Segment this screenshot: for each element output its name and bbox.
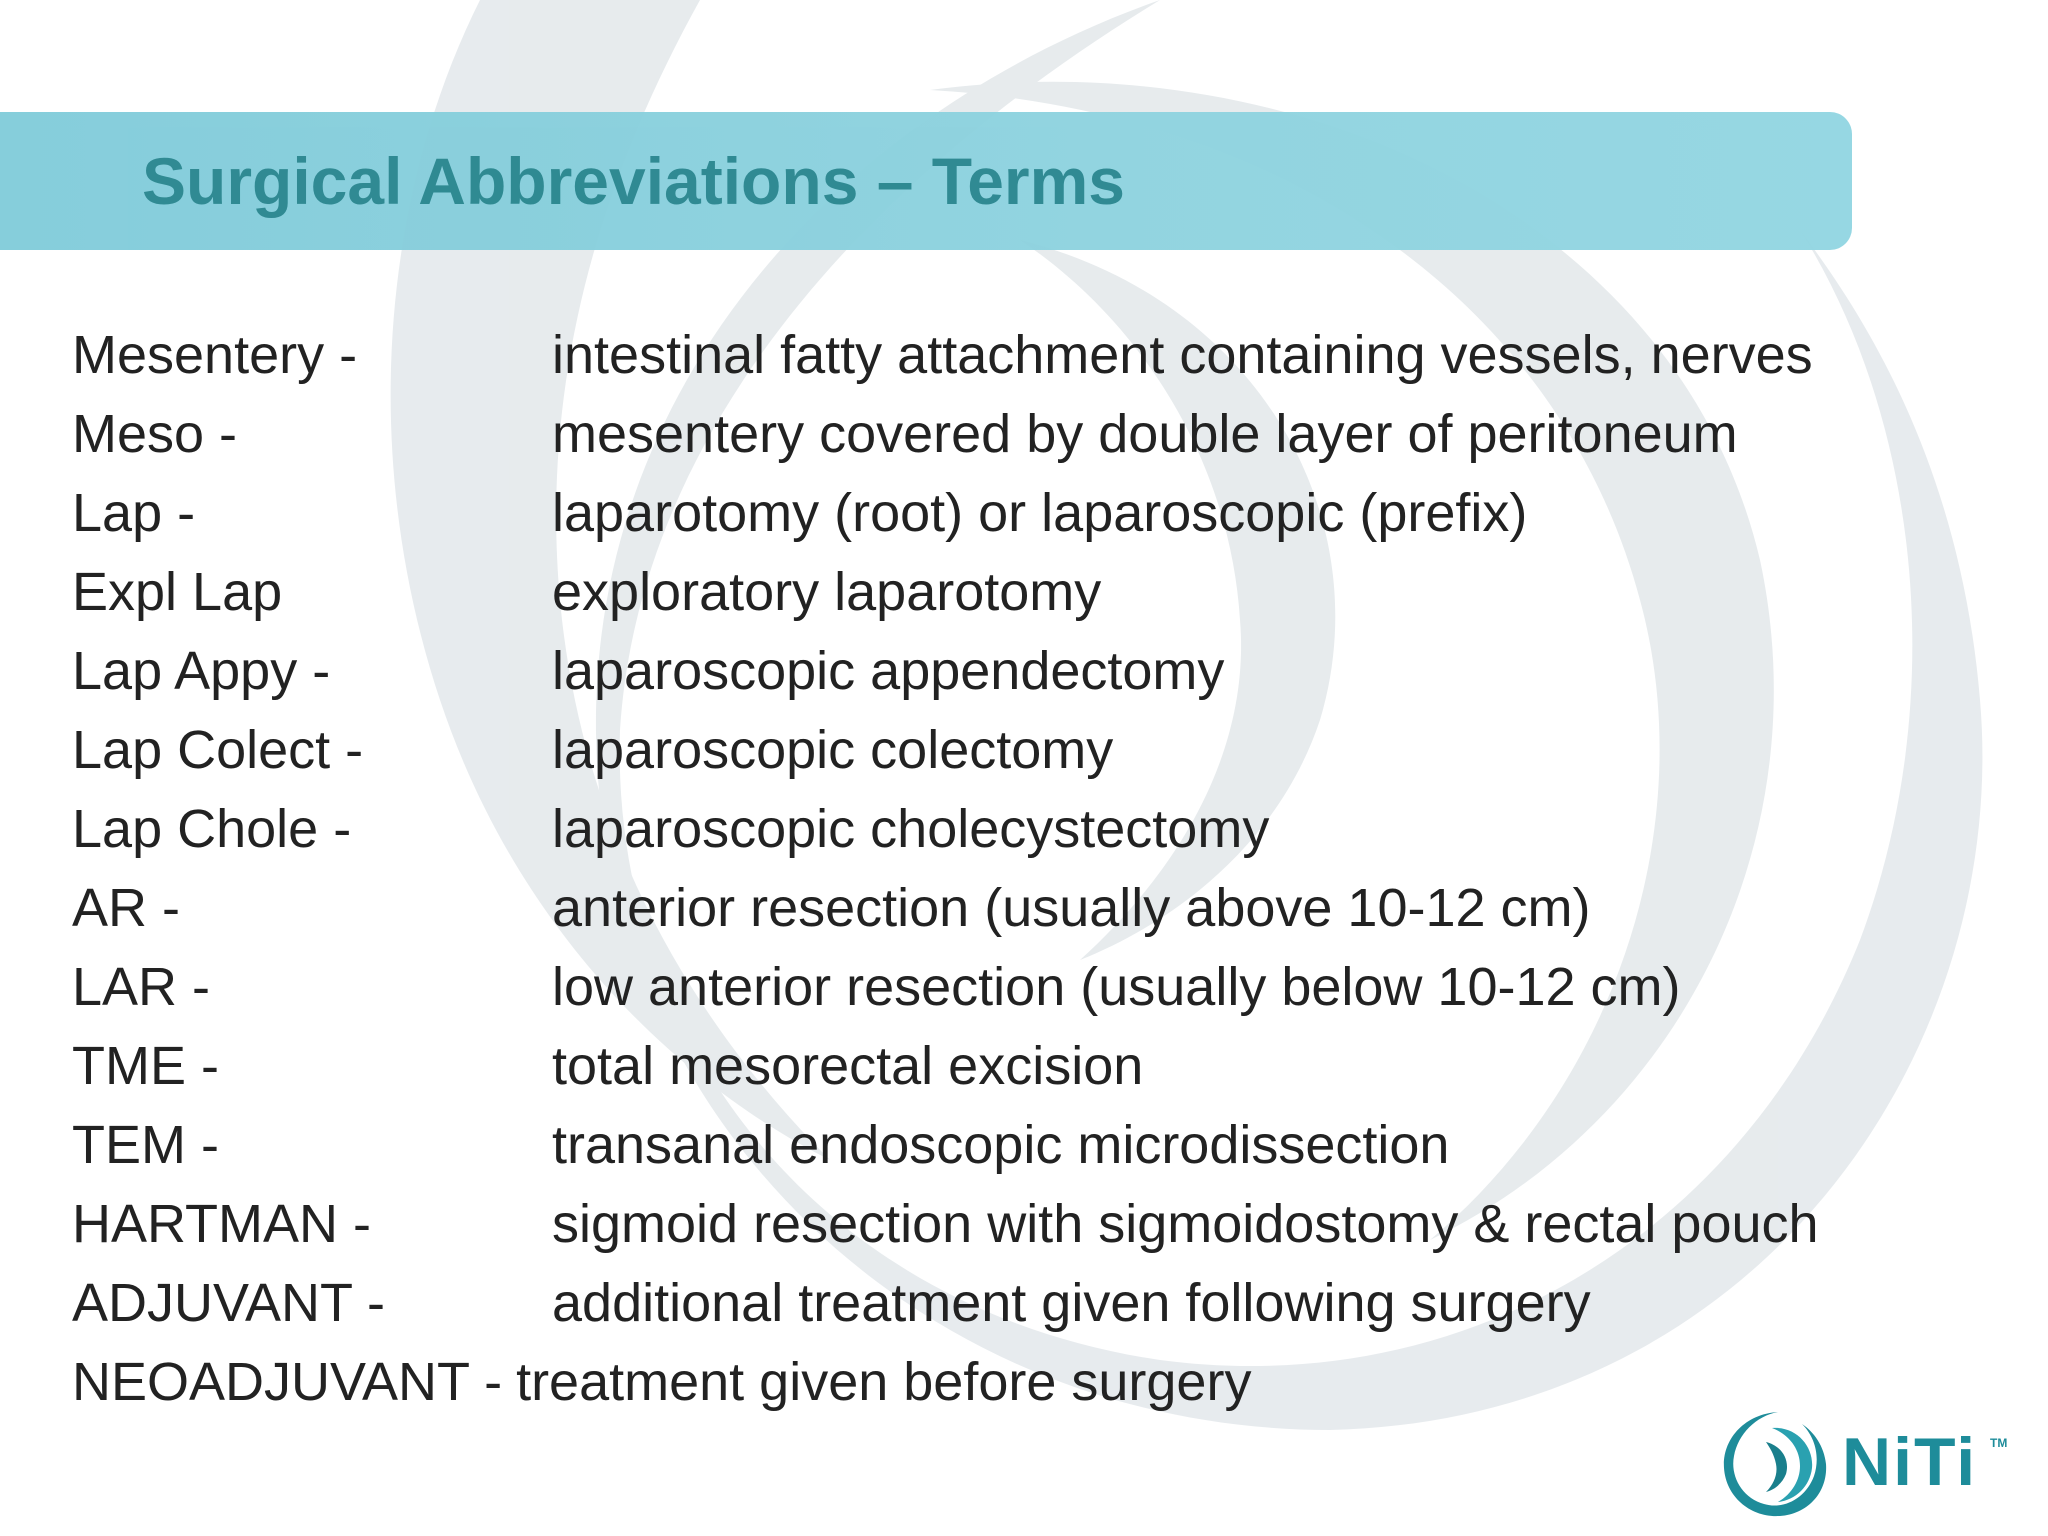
- term-definition: mesentery covered by double layer of peritoneum: [552, 404, 1738, 464]
- term-row: [72, 948, 1972, 1027]
- term-abbreviation: HARTMAN -: [72, 1194, 372, 1254]
- term-row: [72, 474, 1972, 553]
- term-definition: intestinal fatty attachment containing vessels, nerves: [552, 325, 1813, 385]
- term-row: [72, 1185, 1972, 1264]
- term-row: [72, 1027, 1972, 1106]
- term-row: [72, 869, 1972, 948]
- term-row: [72, 1264, 1972, 1343]
- term-row: [72, 316, 1972, 395]
- trademark-symbol: TM: [1990, 1436, 2008, 1450]
- niti-logo: [1716, 1406, 2016, 1522]
- term-row: [72, 1343, 1972, 1422]
- term-abbreviation: AR -: [72, 878, 180, 938]
- term-definition: low anterior resection (usually below 10-12 cm): [552, 957, 1681, 1017]
- term-abbreviation: Mesentery -: [72, 325, 358, 385]
- term-definition: laparoscopic colectomy: [552, 720, 1114, 780]
- term-definition: exploratory laparotomy: [552, 562, 1102, 622]
- slide-title: Surgical Abbreviations – Terms: [142, 144, 1125, 218]
- term-definition: treatment given before surgery: [516, 1352, 1252, 1412]
- terms-list: [72, 316, 1972, 1422]
- term-definition: anterior resection (usually above 10-12 cm): [552, 878, 1591, 938]
- term-abbreviation: Lap Appy -: [72, 641, 331, 701]
- term-definition: sigmoid resection with sigmoidostomy & rectal pouch: [552, 1194, 1819, 1254]
- term-row: [72, 395, 1972, 474]
- term-abbreviation: Lap -: [72, 483, 196, 543]
- niti-wordmark: NiTi: [1842, 1424, 1978, 1500]
- term-definition: transanal endoscopic microdissection: [552, 1115, 1450, 1175]
- term-row: [72, 632, 1972, 711]
- term-definition: laparotomy (root) or laparoscopic (prefix): [552, 483, 1528, 543]
- term-row: [72, 553, 1972, 632]
- term-definition: total mesorectal excision: [552, 1036, 1144, 1096]
- term-definition: additional treatment given following surgery: [552, 1273, 1591, 1333]
- term-row: [72, 711, 1972, 790]
- term-abbreviation: Meso -: [72, 404, 238, 464]
- term-abbreviation: NEOADJUVANT -: [72, 1352, 503, 1412]
- term-abbreviation: Expl Lap: [72, 562, 283, 622]
- term-abbreviation: TME -: [72, 1036, 219, 1096]
- term-abbreviation: ADJUVANT -: [72, 1273, 386, 1333]
- term-abbreviation: TEM -: [72, 1115, 219, 1175]
- term-abbreviation: Lap Colect -: [72, 720, 364, 780]
- term-row: [72, 1106, 1972, 1185]
- term-definition: laparoscopic appendectomy: [552, 641, 1225, 701]
- term-abbreviation: Lap Chole -: [72, 799, 352, 859]
- term-abbreviation: LAR -: [72, 957, 211, 1017]
- swirl-logo-icon: [1716, 1406, 1836, 1522]
- title-bar: [0, 112, 1852, 250]
- term-row: [72, 790, 1972, 869]
- term-definition: laparoscopic cholecystectomy: [552, 799, 1270, 859]
